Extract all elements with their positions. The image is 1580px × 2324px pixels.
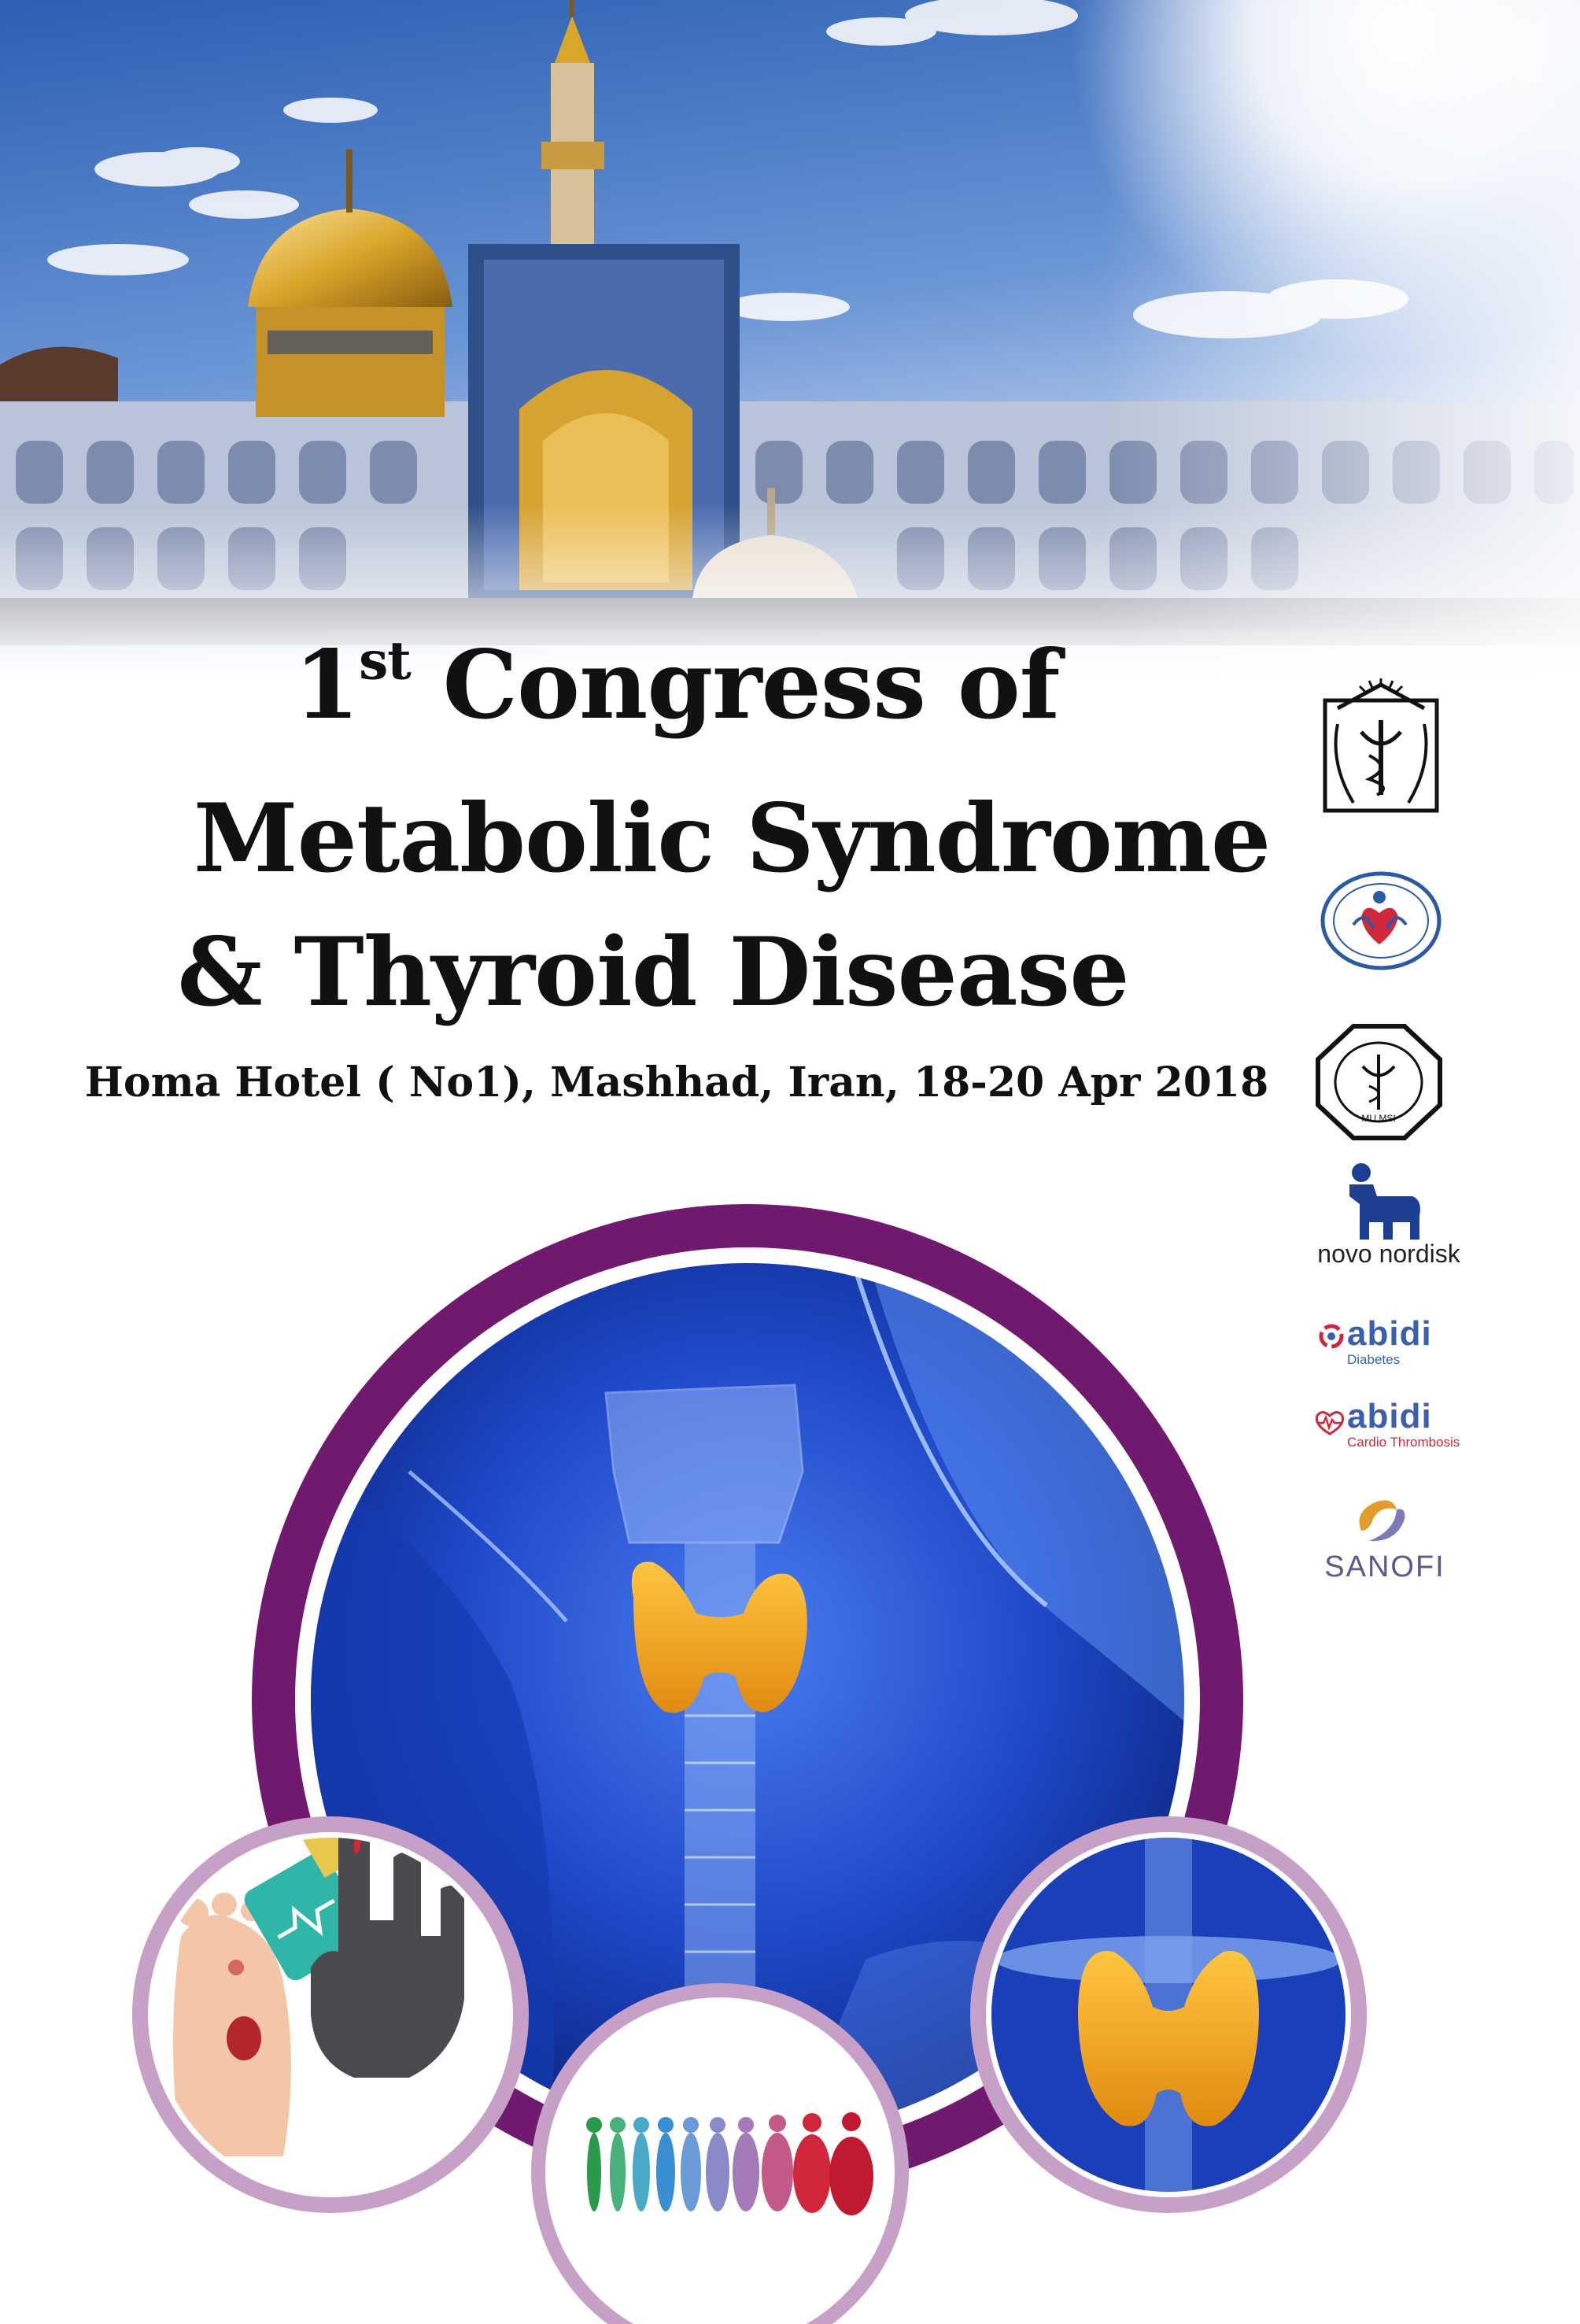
sanofi-logo-text: SANOFI xyxy=(1324,1550,1445,1583)
title-line-3: & Thyroid Disease xyxy=(177,917,1129,1028)
shrine-header-image xyxy=(0,0,1580,677)
research-center-logo xyxy=(1314,1023,1444,1141)
title-ordinal-suffix: st xyxy=(359,630,411,692)
title-ordinal: 1 xyxy=(293,630,360,741)
title-line-2: Metabolic Syndrome xyxy=(193,783,1271,894)
thyroid-illustration xyxy=(0,1133,1580,2324)
venue-date-text: Homa Hotel ( No1), Mashhad, Iran, 18-20 Apr 2018 xyxy=(84,1059,1269,1107)
abidi-diabetes-logo-text: abidi xyxy=(1347,1314,1432,1353)
svg-text:MU MSI: MU MSI xyxy=(1361,1113,1396,1124)
title-line-1 xyxy=(0,630,1353,741)
title-line-1-text: Congress of xyxy=(410,630,1060,741)
university-seal-logo xyxy=(1322,677,1440,815)
abidi-cardio-logo-text: abidi xyxy=(1347,1397,1432,1435)
thyroid-closeup-icon xyxy=(991,1838,1346,2192)
congress-emblem-logo xyxy=(1318,870,1444,972)
abidi-diabetes-subtitle: Diabetes xyxy=(1347,1352,1401,1367)
novo-nordisk-logo-text: novo nordisk xyxy=(1317,1240,1460,1268)
abidi-cardio-subtitle: Cardio Thrombosis xyxy=(1347,1435,1460,1450)
